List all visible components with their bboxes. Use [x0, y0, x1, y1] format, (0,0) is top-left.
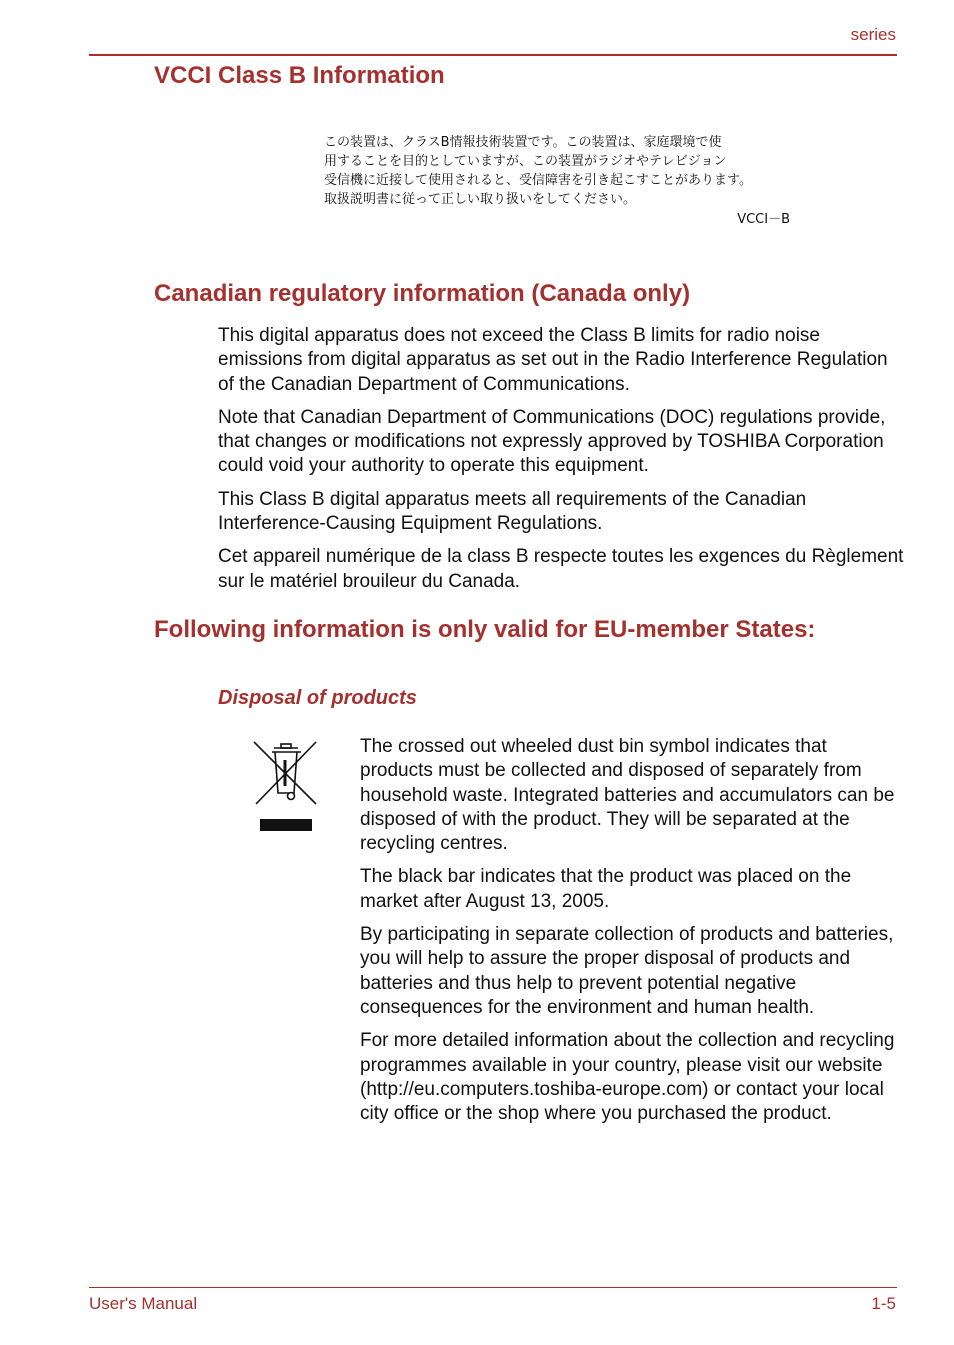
- eu-paragraph: The black bar indicates that the product was placed on the market after August 13, 2005.: [360, 866, 852, 912]
- header-rule: [89, 54, 897, 56]
- footer-rule: [89, 1287, 897, 1288]
- footer-manual-title: User's Manual: [89, 1294, 198, 1313]
- running-header-series: series: [850, 25, 896, 44]
- eu-paragraph: The crossed out wheeled dust bin symbol indicates that products must be collected and disposed of separately from household waste. Integrated batteries and accumulators can be disposed of with the product. They will be separated at the recycling centres.: [360, 736, 895, 855]
- canada-paragraph: Note that Canadian Department of Communications (DOC) regulations provide, that changes or modifications not expressly approved by TOSHIBA Corporation could void your authority to operate this equipment.: [218, 406, 886, 477]
- page-number: 1-5: [871, 1294, 896, 1313]
- eu-body: [360, 735, 900, 1135]
- vcci-jp-line: 取扱説明書に従って正しい取り扱いをしてください。: [324, 192, 637, 207]
- vcci-heading: VCCI Class B Information: [154, 62, 445, 89]
- canada-heading: Canadian regulatory information (Canada only): [154, 280, 691, 307]
- canada-body: [218, 324, 908, 603]
- eu-heading: Following information is only valid for EU-member States:: [154, 616, 816, 643]
- vcci-jp-line: 受信機に近接して使用されると、受信障害を引き起こすことがあります。: [324, 173, 752, 188]
- vcci-japanese-notice: [324, 133, 804, 229]
- crossed-out-wheeled-bin-icon: [252, 738, 320, 834]
- disposal-subheading: Disposal of products: [218, 687, 417, 709]
- vcci-jp-line: この装置は、クラスB情報技術装置です。この装置は、家庭環境で使: [324, 135, 722, 150]
- eu-paragraph: For more detailed information about the collection and recycling programmes available in your country, please visit our website (http://eu.computers.toshiba-europe.com) or contact your local city office or the shop where you purchased the product.: [360, 1030, 895, 1125]
- eu-paragraph: By participating in separate collection of products and batteries, you will help to assure the proper disposal of products and batteries and thus help to prevent potential negative consequences for the environment and human health.: [360, 924, 894, 1018]
- canada-paragraph: This Class B digital apparatus meets all requirements of the Canadian Interference-Causing Equipment Regulations.: [218, 488, 807, 535]
- canada-paragraph: This digital apparatus does not exceed the Class B limits for radio noise emissions from digital apparatus as set out in the Radio Interference Regulation of the Canadian Department of Communications.: [218, 325, 888, 395]
- vcci-mark: VCCI－B: [737, 212, 790, 227]
- vcci-jp-line: 用することを目的としていますが、この装置がラジオやテレビジョン: [324, 154, 727, 169]
- canada-paragraph: Cet appareil numérique de la class B respecte toutes les exgences du Règlement sur le matériel brouileur du Canada.: [218, 546, 904, 592]
